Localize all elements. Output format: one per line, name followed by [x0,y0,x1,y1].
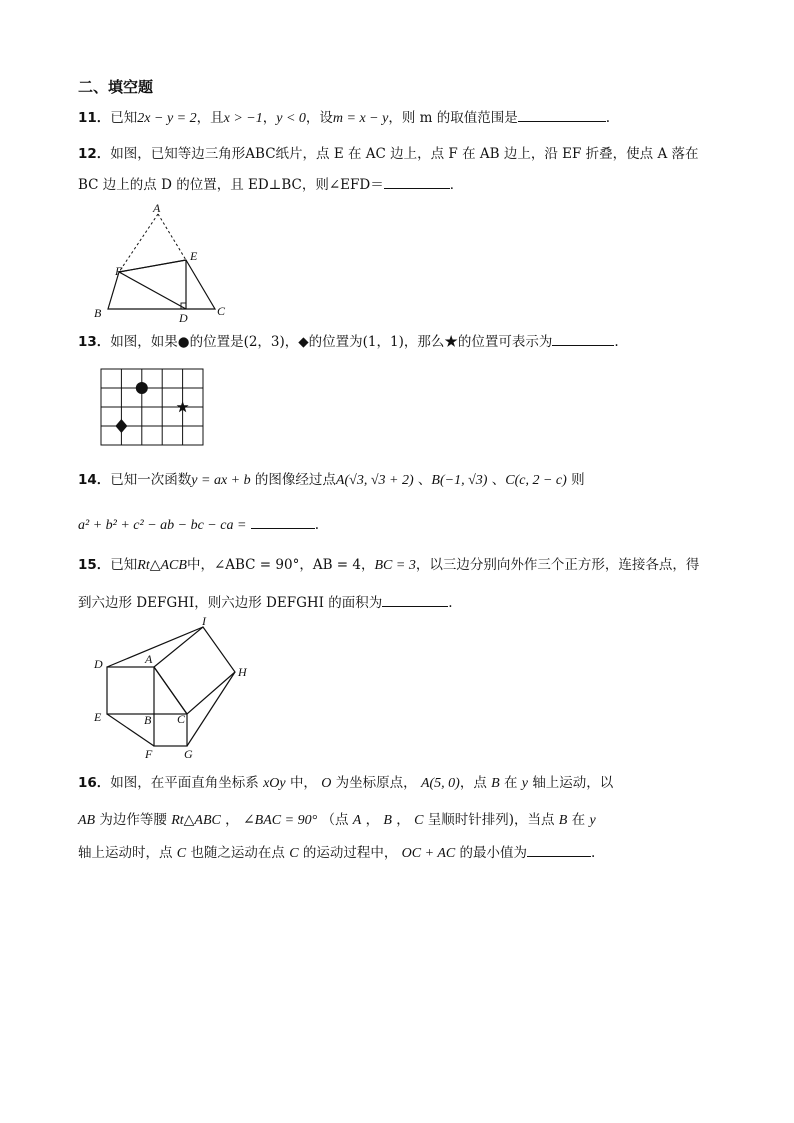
text: 、 [491,472,506,488]
formula: A(5, 0) [420,776,460,791]
formula: 2x − y = 2 [137,111,197,126]
position-grid-figure [100,368,206,448]
text: ，则 m 的取值范围是 [388,110,518,126]
label-f: F [145,747,153,761]
text: ， [396,812,410,828]
text: 如图，如果●的位置是(2，3)，◆的位置为(1，1)，那么★的位置可表示为 [110,334,553,350]
question-number: 12． [78,146,111,162]
question-14-line-2 [78,514,319,536]
question-16-line-2 [78,810,596,831]
text: 如图，已知等边三角形ABC纸片，点 E 在 AC 边上，点 F 在 AB 边上，沿 EF 折叠，使点 A 落在 [110,146,699,162]
label-b: B [144,713,152,727]
text: 呈顺时针排列)，当点 [427,812,555,828]
label-g: G [184,747,193,761]
label-f: F [115,264,123,278]
question-15-line-2 [78,592,453,613]
formula: y [589,813,596,828]
formula: OC + AC [401,846,456,861]
formula: Rt△ABC [171,813,221,828]
label-c: C [217,304,226,318]
point-a: A(√3, √3 + 2) [335,473,414,488]
answer-blank[interactable] [382,592,448,607]
text: 则 [571,472,585,488]
text: 为边作等腰 [99,812,167,828]
formula: AB [78,813,96,828]
formula: O [321,776,332,791]
question-15-line-1 [78,555,699,576]
text: 在 [571,812,586,828]
formula: BC = 3 [374,558,416,573]
text: . [448,595,453,611]
formula: B [491,776,500,791]
section-title: 二、填空题 [78,78,154,96]
label-h: H [238,665,247,679]
label-d: D [94,657,103,671]
question-16-line-3 [78,842,595,864]
diamond-marker-icon [115,419,127,433]
text: 轴上运动时，点 [78,845,173,861]
hexagon-squares-figure [88,612,258,762]
question-number: 14． [78,472,111,488]
formula: xOy [263,776,286,791]
text: ，点 [459,775,487,791]
text: 为坐标原点， [335,775,417,791]
label-d: D [179,311,188,325]
question-number: 16． [78,775,111,791]
text: 已知 [110,557,138,573]
label-e: E [190,249,198,263]
formula: x > −1 [223,111,263,126]
text: 轴上运动，以 [532,775,614,791]
question-13 [78,331,619,352]
text: 在 [504,775,518,791]
formula: C [176,846,187,861]
answer-blank[interactable] [552,331,614,346]
text: ，且 [196,110,224,126]
question-number: 11． [78,110,111,126]
text: . [605,110,611,126]
formula: A [352,813,362,828]
text: . [614,334,619,350]
text: ， [262,110,277,126]
question-12-line-1 [78,144,698,164]
text: ． [449,177,464,193]
label-e: E [94,710,102,724]
text: ， [225,812,239,828]
formula: y = ax + b [191,473,251,488]
text: 已知 [110,110,138,126]
text: 到六边形 DEFGHI，则六边形 DEFGHI 的面积为 [78,595,383,611]
text: 的图像经过点 [254,472,336,488]
formula: y [521,776,529,791]
formula: C [414,813,424,828]
text: 中， [289,775,317,791]
label-c: C [177,712,186,726]
text: 如图，在平面直角坐标系 [110,775,259,791]
label-a: A [145,652,153,666]
answer-blank[interactable] [251,514,315,529]
answer-blank[interactable] [384,174,450,189]
question-number: 15． [78,557,111,573]
formula: C [289,846,299,861]
formula: B [558,813,568,828]
text: . [314,517,320,533]
answer-blank[interactable] [518,107,606,122]
point-c: C(c, 2 − c) [505,473,567,488]
question-12-line-2 [78,174,463,195]
text: 的最小值为 [459,845,528,861]
formula: y < 0 [276,111,306,126]
text: 、 [417,472,432,488]
answer-blank[interactable] [527,842,591,857]
question-14-line-1 [78,470,585,491]
text: ，以三边分别向外作三个正方形，连接各点，得 [415,557,700,573]
formula: B [383,813,392,828]
question-16-line-1 [78,773,613,794]
text: 中，∠ABC = 90°，AB = 4， [186,557,375,573]
text: （点 [321,812,349,828]
label-a: A [153,201,161,215]
formula: m = x − y [332,111,389,126]
text: 的运动过程中， [302,845,398,861]
question-number: 13． [78,334,111,350]
triangle-fold-figure [88,200,238,325]
formula: a² + b² + c² − ab − bc − ca = [78,518,247,533]
text: 已知一次函数 [110,472,192,488]
label-b: B [94,306,102,320]
question-11 [78,107,610,129]
point-b: B(−1, √3) [431,473,488,488]
text: BC 边上的点 D 的位置，且 ED⊥BC，则∠EFD＝ [78,177,384,193]
formula: Rt△ACB [137,558,187,573]
circle-marker-icon [136,382,148,394]
text: ，设 [305,110,333,126]
text: 也随之运动在点 [190,845,285,861]
text: . [591,845,596,861]
formula: ∠BAC = 90° [242,813,318,828]
label-i: I [202,614,206,628]
text: ， [365,812,380,828]
